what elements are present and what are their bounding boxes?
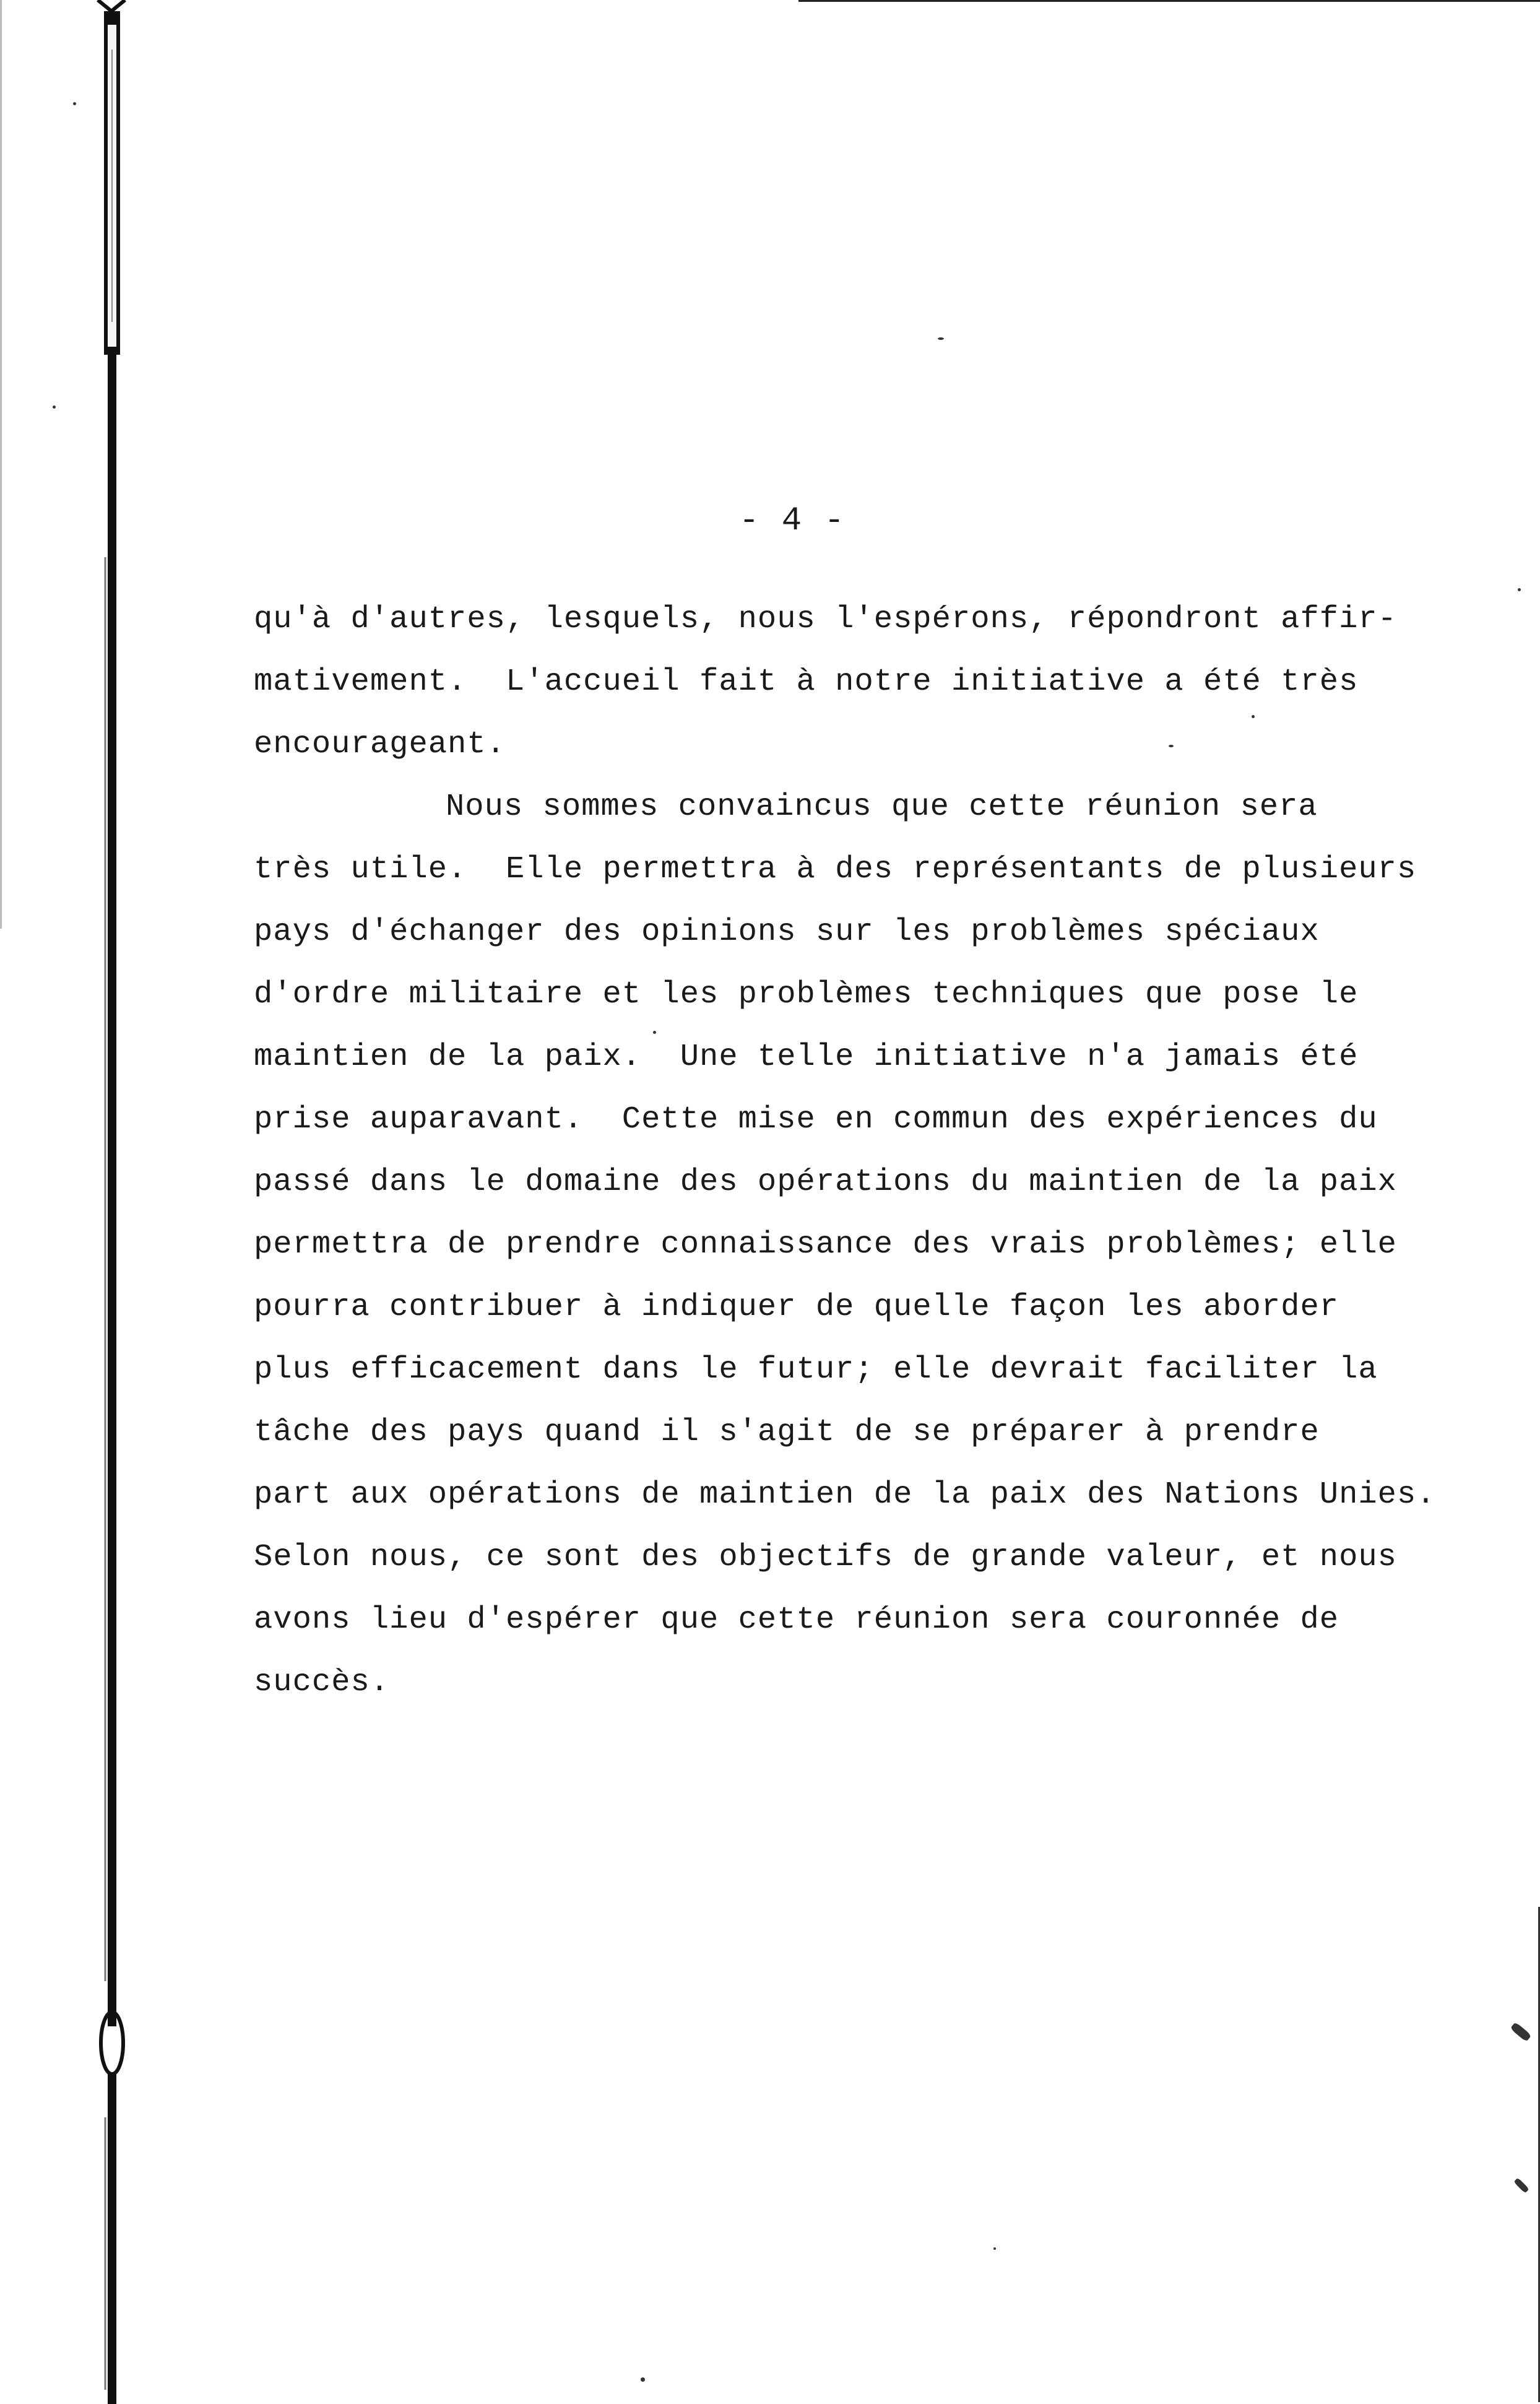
binding-strip — [93, 0, 130, 2404]
text-line: pourra contribuer à indiquer de quelle façon les aborder — [254, 1290, 1339, 1325]
text-line: encourageant. — [254, 727, 506, 762]
text-line: Nous sommes convaincus que cette réunion sera — [446, 789, 1318, 825]
text-line: d'ordre militaire et les problèmes techniques que pose le — [254, 977, 1359, 1012]
text-line: maintien de la paix. Une telle initiative n'a jamais été — [254, 1039, 1359, 1075]
text-line: permettra de prendre connaissance des vrais problèmes; elle — [254, 1227, 1397, 1262]
scan-speck — [1513, 2177, 1529, 2193]
text-line: avons lieu d'espérer que cette réunion sera couronnée de — [254, 1602, 1339, 1638]
scan-edge-left — [0, 0, 2, 929]
text-line: très utile. Elle permettra à des représentants de plusieurs — [254, 852, 1417, 887]
binding-strip-graphic — [93, 0, 130, 2404]
scan-speck — [938, 337, 944, 340]
scan-edge-top — [798, 0, 1540, 2]
scan-speck — [1510, 2022, 1531, 2042]
text-line: succès. — [254, 1665, 390, 1700]
text-line: mativement. L'accueil fait à notre initiative a été très — [254, 664, 1359, 700]
text-line: qu'à d'autres, lesquels, nous l'espérons, répondront affir- — [254, 602, 1397, 637]
text-line: Selon nous, ce sont des objectifs de grande valeur, et nous — [254, 1540, 1397, 1575]
text-line: tâche des pays quand il s'agit de se préparer à prendre — [254, 1415, 1320, 1450]
scan-speck — [993, 2247, 996, 2250]
scan-speck — [73, 102, 76, 105]
scan-speck — [1518, 588, 1521, 591]
page-number: - 4 - — [738, 502, 846, 540]
text-line: passé dans le domaine des opérations du maintien de la paix — [254, 1165, 1397, 1200]
scan-speck — [53, 406, 56, 409]
scan-speck — [641, 2377, 645, 2382]
text-line: part aux opérations de maintien de la paix des Nations Unies. — [254, 1477, 1436, 1512]
letter-body — [254, 588, 1436, 1714]
text-line: prise auparavant. Cette mise en commun des expériences du — [254, 1102, 1378, 1137]
text-line: pays d'échanger des opinions sur les problèmes spéciaux — [254, 914, 1320, 950]
text-line: plus efficacement dans le futur; elle devrait faciliter la — [254, 1352, 1378, 1387]
